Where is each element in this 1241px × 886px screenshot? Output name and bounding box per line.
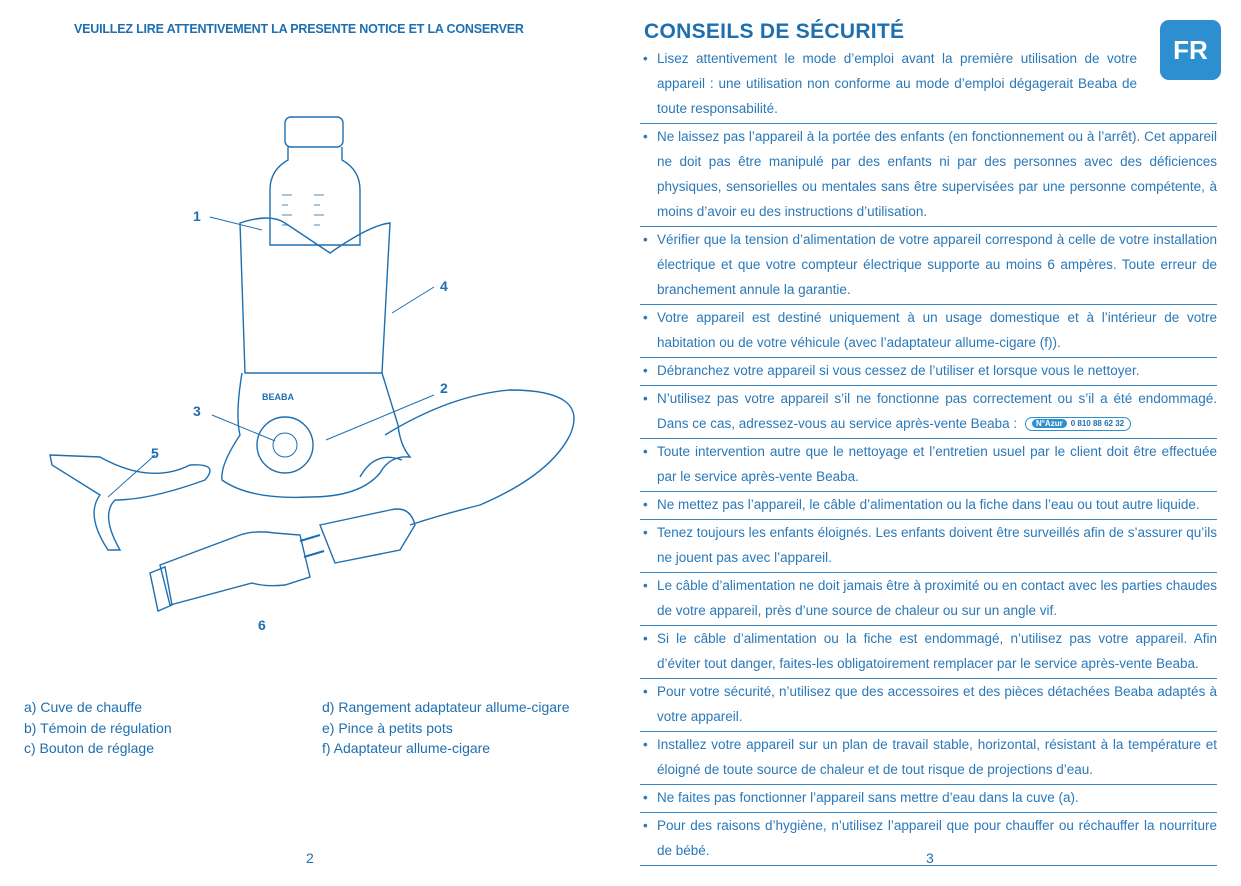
legend-item-e: e) Pince à petits pots xyxy=(322,719,453,736)
list-item: • Votre appareil est destiné uniquement à un usage domestique et à l’intérieur de votre habitation ou de votre véhicule (avec l’adaptateur allume-cigare (f)). xyxy=(640,305,1217,358)
callout-2: 2 xyxy=(440,380,448,396)
jar-clip xyxy=(50,455,210,550)
list-item xyxy=(640,386,1217,439)
base-foot xyxy=(360,457,402,477)
list-item: • Si le câble d’alimentation ou la fiche est endommagé, n’utilisez pas votre appareil. Afin d’éviter tout danger, faites-les obligatoirement remplacer par le service après-vente Beaba. xyxy=(640,626,1217,679)
bottle-body xyxy=(270,147,360,245)
list-item: • Toute intervention autre que le nettoyage et l’entretien usuel par le client doit être effectuée par le service après-vente Beaba. xyxy=(640,439,1217,492)
power-cord xyxy=(385,390,574,525)
left-page xyxy=(0,0,620,886)
bottle-warmer-drawing xyxy=(30,105,620,665)
safety-rules-list xyxy=(640,46,1217,866)
list-item: • Le câble d’alimentation ne doit jamais être à proximité ou en contact avec les parties chaudes de votre appareil, près d’une source de chaleur ou sur un angle vif. xyxy=(640,573,1217,626)
power-plug xyxy=(320,509,415,563)
notice-heading: VEUILLEZ LIRE ATTENTIVEMENT LA PRESENTE NOTICE ET LA CONSERVER xyxy=(74,22,524,36)
list-item: • Ne laissez pas l’appareil à la portée des enfants (en fonctionnement ou à l’arrêt). Cet appareil ne doit pas être manipulé par des enfants ni par des personnes avec des déficiences physiques, sensorielles ou mentales sans être supervisées par une personne compétente, à moins d’avoir eu des instructions d’utilisation. xyxy=(640,124,1217,227)
legend-item-c: c) Bouton de réglage xyxy=(24,740,154,756)
list-item: • Pour votre sécurité, n’utilisez que des accessoires et des pièces détachées Beaba adaptés à votre appareil. xyxy=(640,679,1217,732)
list-item: • Débranchez votre appareil si vous cessez de l’utiliser et lorsque vous le nettoyer. xyxy=(640,358,1217,386)
brand-label: BEABA xyxy=(262,392,295,402)
list-item: • Ne faites pas fonctionner l’appareil sans mettre d’eau dans la cuve (a). xyxy=(640,785,1217,813)
language-badge: FR xyxy=(1160,20,1221,80)
car-adapter xyxy=(160,532,310,605)
legend-column-1 xyxy=(24,697,172,759)
bottle-graduations xyxy=(282,195,324,225)
list-item-text: N’utilisez pas votre appareil s’il ne fonctionne pas correctement ou s’il a été endommagé. Dans ce cas, adressez-vous au service après-vente Beaba : xyxy=(657,391,1217,431)
list-item: • Vérifier que la tension d’alimentation de votre appareil correspond à celle de votre installation électrique et que votre compteur électrique supporte au moins 6 ampères. Toute erreur de branchement annule la garantie. xyxy=(640,227,1217,305)
callout-6: 6 xyxy=(258,617,266,633)
callout-3: 3 xyxy=(193,403,201,419)
legend-item-d: d) Rangement adaptateur allume-cigare xyxy=(322,699,570,715)
product-illustration xyxy=(30,105,620,665)
legend-item-b: b) Témoin de régulation xyxy=(24,719,172,736)
list-item: • Ne mettez pas l’appareil, le câble d’alimentation ou la fiche dans l’eau ou tout autre liquide. xyxy=(640,492,1217,520)
knob-center xyxy=(273,433,297,457)
legend-column-2 xyxy=(322,697,569,759)
list-item: • Pour des raisons d’hygiène, n’utilisez l’appareil que pour chauffer ou réchauffer la nourriture de bébé. xyxy=(640,813,1217,866)
right-page xyxy=(620,0,1241,886)
azur-phone-badge xyxy=(1025,417,1131,431)
callout-5: 5 xyxy=(151,445,159,461)
legend-item-f: f) Adaptateur allume-cigare xyxy=(322,740,491,756)
heating-tank xyxy=(240,218,390,373)
bottle-cap xyxy=(285,117,343,147)
car-adapter-tip xyxy=(150,567,172,611)
list-item: • Lisez attentivement le mode d’emploi avant la première utilisation de votre appareil : une utilisation non conforme au mode d’emploi dégagerait Beaba de toute responsabilité. xyxy=(640,46,1217,124)
callout-4: 4 xyxy=(440,278,448,294)
azur-tag: N°Azur xyxy=(1032,419,1067,428)
page-number-left: 2 xyxy=(306,850,314,866)
legend-item-a: a) Cuve de chauffe xyxy=(24,699,143,715)
callout-1: 1 xyxy=(193,208,201,224)
warmer-base xyxy=(222,373,410,497)
list-item: • Installez votre appareil sur un plan de travail stable, horizontal, résistant à la température et éloigné de toute source de chaleur et de tout risque de projections d’eau. xyxy=(640,732,1217,785)
page-number-right: 3 xyxy=(926,850,934,866)
list-item: • Tenez toujours les enfants éloignés. Les enfants doivent être surveillés afin de s’assurer qu’ils ne jouent pas avec l’appareil. xyxy=(640,520,1217,573)
page-title: CONSEILS DE SÉCURITÉ xyxy=(644,20,905,43)
azur-number: 0 810 88 62 32 xyxy=(1070,419,1125,429)
control-knob xyxy=(257,417,313,473)
